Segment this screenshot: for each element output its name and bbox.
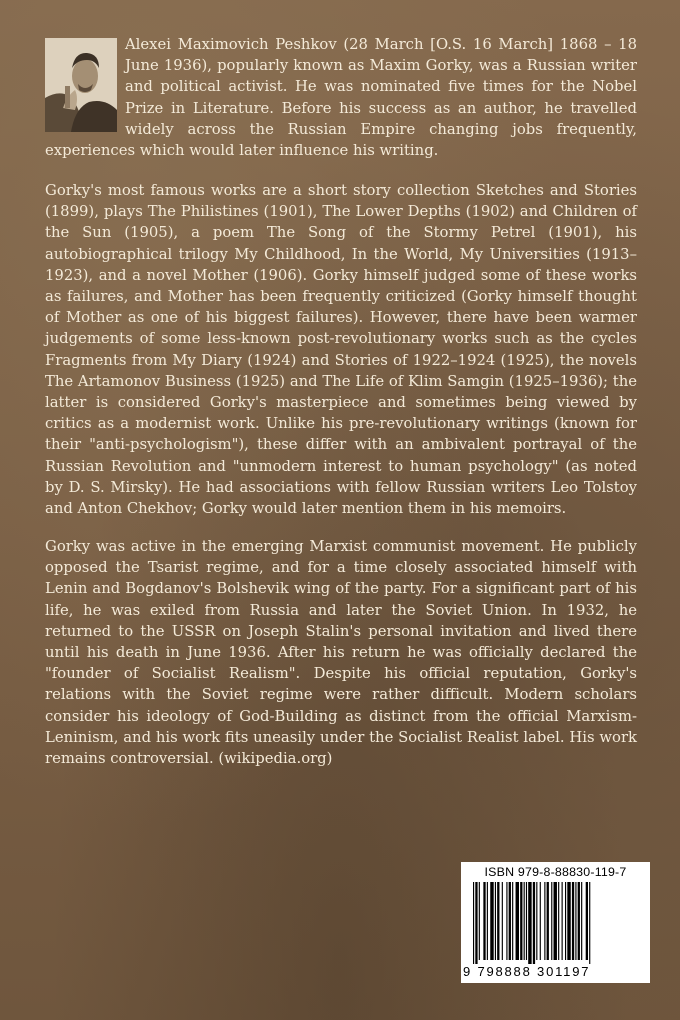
isbn-label: ISBN 979-8-88830-119-7 xyxy=(484,865,627,879)
barcode-digits: 9 798888 301197 xyxy=(463,964,591,979)
isbn-barcode-box xyxy=(461,862,650,983)
paragraph-1-text: Alexei Maximovich Peshkov (28 March [O.S. 16 March] 1868 – 18 June 1936), popularly known as Maxim Gorky, was a Russian writer and political activist. He was nominated five times for the Nobel Prize in Literature. Before his success as an author, he travelled widely across the Russian Empire changing jobs frequently, experiences which would later influence his writing. xyxy=(45,36,637,160)
author-bio-paragraph xyxy=(45,34,637,161)
barcode-icon xyxy=(471,882,641,964)
portrait-photo xyxy=(45,38,117,132)
works-paragraph xyxy=(45,180,637,519)
paragraph-3-text: Gorky was active in the emerging Marxist communist movement. He publicly opposed the Tsarist regime, and for a time closely associated himself with Lenin and Bogdanov's Bolshevik wing of the party. For a significant part of his life, he was exiled from Russia and later the Soviet Union. In 1932, he returned to the USSR on Joseph Stalin's personal invitation and lived there until his death in June 1936. After his return he was officially declared the "founder of Socialist Realism". Despite his official reputation, Gorky's relations with the Soviet regime were rather difficult. Modern scholars consider his ideology of God-Building as distinct from the official Marxism-Leninism, and his work fits uneasily under the Socialist Realist label. His work remains controversial. (wikipedia.org) xyxy=(45,538,637,768)
author-portrait xyxy=(45,38,117,132)
politics-paragraph xyxy=(45,536,637,769)
paragraph-2-text: Gorky's most famous works are a short story collection Sketches and Stories (1899), plays The Philistines (1901), The Lower Depths (1902) and Children of the Sun (1905), a poem The Song of the Stormy Petrel (1901), his autobiographical trilogy My Childhood, In the World, My Universities (1913–1923), and a novel Mother (1906). Gorky himself judged some of these works as failures, and Mother has been frequently criticized (Gorky himself thought of Mother as one of his biggest failures). However, there have been warmer judgements of some less-known post-revolutionary works such as the cycles Fragments from My Diary (1924) and Stories of 1922–1924 (1925), the novels The Artamonov Business (1925) and The Life of Klim Samgin (1925–1936); the latter is considered Gorky's masterpiece and sometimes being viewed by critics as a modernist work. Unlike his pre-revolutionary writings (known for their "anti-psychologism"), these differ with an ambivalent portrayal of the Russian Revolution and "unmodern interest to human psychology" (as noted by D. S. Mirsky). He had associations with fellow Russian writers Leo Tolstoy and Anton Chekhov; Gorky would later mention them in his memoirs. xyxy=(45,182,637,518)
